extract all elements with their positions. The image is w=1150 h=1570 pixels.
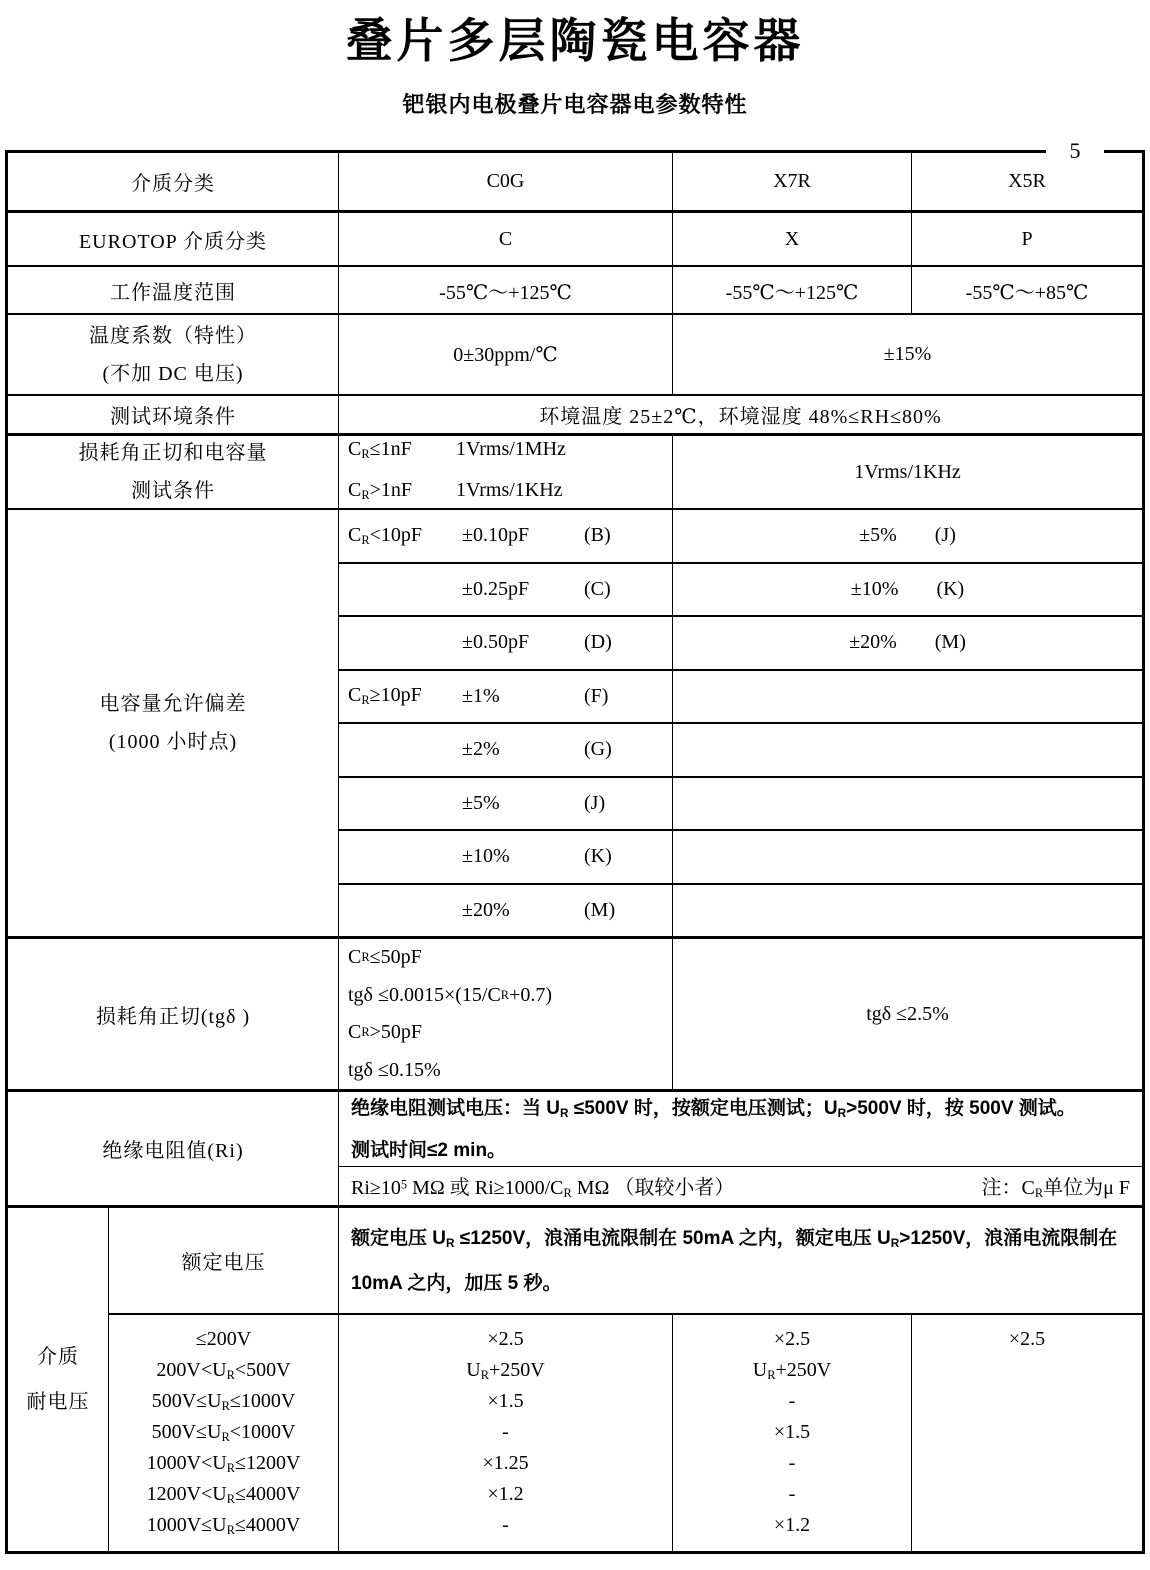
tolerance-right-value: ±5%	[859, 524, 897, 547]
tolerance-code: (D)	[584, 631, 612, 654]
eurotop-x7r: X	[672, 210, 911, 265]
tolerance-row-cog	[338, 829, 672, 883]
test-cond-cog-line2-cond: $C_R>1nF$	[348, 479, 413, 503]
test-cond-cog-line1-value: 1Vrms/1MHz	[456, 437, 566, 460]
withstand-x5r-value: ×2.5	[1008, 1328, 1046, 1350]
tolerance-right-code: (J)	[934, 524, 956, 547]
tolerance-right-value: ±20%	[849, 631, 897, 654]
withstand-cog-value: ×1.25	[482, 1452, 529, 1474]
row-test-env-label: 测试环境条件	[8, 394, 338, 433]
tolerance-row-right	[672, 829, 1142, 883]
tolerance-value: ±0.50pF	[462, 631, 530, 654]
withstand-range: $1000V<U_R\le 1200V$	[146, 1452, 301, 1476]
withstand-x7r-value: -	[788, 1390, 796, 1412]
withstand-label-line1: 介质	[37, 1345, 79, 1368]
insulation-formula: $Ri\ge 10^5$ MΩ 或 $Ri\ge 1000/C_R$ MΩ （取较小者）	[351, 1176, 735, 1201]
row-tolerance-label	[8, 508, 338, 936]
media-class-cog: C0G	[338, 153, 672, 210]
tolerance-row-right	[672, 776, 1142, 830]
insulation-formula-row	[338, 1166, 1142, 1205]
tan-delta-cog	[338, 936, 672, 1089]
tolerance-row-right	[672, 508, 1142, 562]
tolerance-row-right	[672, 669, 1142, 723]
tolerance-right-code: (K)	[936, 577, 965, 600]
tolerance-value: ±2%	[462, 738, 500, 761]
row-temp-range-label: 工作温度范围	[8, 265, 338, 313]
tolerance-row-right	[672, 883, 1142, 937]
withstand-range: ≤200V	[195, 1328, 252, 1350]
tolerance-value: ±0.10pF	[462, 524, 530, 547]
withstand-range: $500V\le U_R\le 1000V$	[151, 1390, 296, 1414]
withstand-x7r-value: $U_R+250V$	[752, 1359, 832, 1383]
tolerance-value: ±20%	[462, 898, 510, 921]
row-temp-coeff-label	[8, 313, 338, 394]
page-title: 叠片多层陶瓷电容器	[345, 14, 805, 67]
media-class-x7r: X7R	[672, 153, 911, 210]
row-insulation-label: 绝缘电阻值(Ri)	[8, 1089, 338, 1205]
tolerance-cond: $C_R\ge 10pF$	[348, 684, 422, 708]
rated-voltage-label: 额定电压	[108, 1205, 338, 1313]
withstand-cog-value: ×1.5	[487, 1390, 524, 1412]
withstand-cog-value: -	[502, 1514, 509, 1536]
tolerance-code: (J)	[584, 791, 606, 814]
test-cond-label-line2: 测试条件	[131, 480, 215, 502]
eurotop-cog: C	[338, 210, 672, 265]
tolerance-label-line1: 电容量允许偏差	[99, 693, 247, 715]
test-cond-cog-line1-cond: $C_R\le 1nF$	[348, 437, 412, 461]
tolerance-right-value: ±10%	[850, 577, 899, 600]
insulation-line1: 绝缘电阻测试电压：当 $U_R \le 500V$ 时，按额定电压测试；$U_R>500V$ 时，按 500V 测试。	[351, 1097, 1076, 1120]
media-class-x5r: X5R	[911, 153, 1142, 210]
test-cond-label-line1: 损耗角正切和电容量	[78, 442, 268, 464]
test-cond-x7r-x5r: 1Vrms/1KHz	[672, 433, 1142, 508]
test-cond-cog-line1	[348, 433, 566, 472]
withstand-cog-value: -	[502, 1421, 509, 1443]
row-eurotop-label: EUROTOP 介质分类	[8, 210, 338, 265]
tan-delta-x7r-x5r: tgδ ≤2.5%	[672, 936, 1142, 1089]
insulation-note: 注：$C_R$单位为μ F	[981, 1176, 1130, 1201]
withstand-range: $1000V\le U_R\le 4000V$	[146, 1514, 301, 1538]
tolerance-row-cog	[338, 615, 672, 669]
tolerance-code: (G)	[584, 738, 612, 761]
test-env-value: 环境温度 25±2℃，环境湿度 48%≤RH≤80%	[338, 394, 1142, 433]
withstand-x7r-value: ×1.2	[773, 1514, 811, 1536]
withstand-x7r-value: -	[788, 1452, 796, 1474]
withstand-x7r-value: ×2.5	[773, 1328, 811, 1350]
tolerance-value: ±10%	[462, 845, 510, 868]
tolerance-row-cog	[338, 776, 672, 830]
withstand-cog-value: $U_R+250V$	[466, 1359, 545, 1383]
withstand-x7r-value: -	[788, 1483, 796, 1505]
temp-range-cog: -55℃～+125℃	[338, 265, 672, 313]
withstand-cog-values	[338, 1313, 672, 1551]
tolerance-row-right	[672, 615, 1142, 669]
page-number: 5	[1046, 138, 1104, 163]
tan-delta-cog-line3: C R >50pF	[348, 1021, 423, 1043]
row-tan-delta-label: 损耗角正切(tgδ )	[8, 936, 338, 1089]
tolerance-code: (B)	[584, 524, 611, 547]
tolerance-row-cog	[338, 883, 672, 937]
tolerance-code: (M)	[584, 898, 616, 921]
tolerance-value: ±0.25pF	[462, 577, 530, 600]
tolerance-value: ±5%	[462, 791, 500, 814]
table-caption: 钯银内电极叠片电容器电参数特性	[402, 91, 748, 117]
tolerance-value: ±1%	[462, 684, 500, 707]
withstand-cog-value: ×2.5	[487, 1328, 524, 1350]
test-cond-cog-line2	[348, 472, 563, 508]
tolerance-cond: $C_R<10pF$	[348, 523, 423, 547]
withstand-x7r-values	[672, 1313, 911, 1551]
withstand-range: $200V<U_R<500V$	[156, 1359, 291, 1383]
tolerance-row-cog	[338, 722, 672, 776]
tolerance-code: (F)	[584, 684, 609, 707]
temp-coeff-x7r-x5r: ±15%	[672, 313, 1142, 394]
tolerance-code: (C)	[584, 577, 611, 600]
temp-range-x7r: -55℃～+125℃	[672, 265, 911, 313]
temp-coeff-cog: 0±30ppm/℃	[338, 313, 672, 394]
insulation-test-text	[338, 1089, 1142, 1166]
withstand-ranges	[108, 1313, 338, 1551]
insulation-line2: 测试时间≤2 min。	[351, 1140, 507, 1162]
tan-delta-cog-line2: tgδ ≤0.0015×(15/C R +0.7)	[348, 983, 553, 1006]
tan-delta-cog-line4: tgδ ≤0.15%	[348, 1058, 441, 1081]
row-withstand-label	[8, 1205, 108, 1551]
test-cond-cog-line2-value: 1Vrms/1KHz	[456, 479, 563, 501]
withstand-range: $1200V<U_R\le 4000V$	[146, 1483, 301, 1507]
tolerance-row-right	[672, 722, 1142, 776]
tan-delta-cog-line1: C R ≤50pF	[348, 946, 422, 968]
parameter-table	[5, 150, 1145, 1554]
rated-voltage-text: 额定电压 $U_R \le 1250V$，浪涌电流限制在 50mA 之内，额定电压 $U_R>1250V$，浪涌电流限制在 10mA 之内，加压 5 秒。	[338, 1205, 1142, 1313]
temp-coeff-label-line2: (不加 DC 电压)	[102, 362, 244, 385]
withstand-cog-value: ×1.2	[487, 1483, 524, 1505]
test-cond-cog	[338, 433, 672, 508]
temp-coeff-label-line1: 温度系数（特性）	[89, 324, 257, 347]
row-test-cond-label	[8, 433, 338, 508]
row-media-class-label: 介质分类	[131, 173, 215, 195]
tolerance-code: (K)	[584, 845, 612, 868]
withstand-range: $500V\le U_R<1000V$	[151, 1421, 296, 1445]
tolerance-row-right	[672, 562, 1142, 616]
withstand-x5r-values	[911, 1313, 1142, 1551]
tolerance-row-cog	[338, 562, 672, 616]
temp-range-x5r: -55℃～+85℃	[911, 265, 1142, 313]
tolerance-right-code: (M)	[934, 631, 966, 654]
tolerance-label-line2: (1000 小时点)	[108, 731, 238, 753]
eurotop-x5r: P	[911, 210, 1142, 265]
tolerance-row-cog	[338, 669, 672, 723]
tolerance-row-cog	[338, 508, 672, 562]
withstand-x7r-value: ×1.5	[773, 1421, 811, 1443]
withstand-label-line2: 耐电压	[26, 1390, 90, 1413]
